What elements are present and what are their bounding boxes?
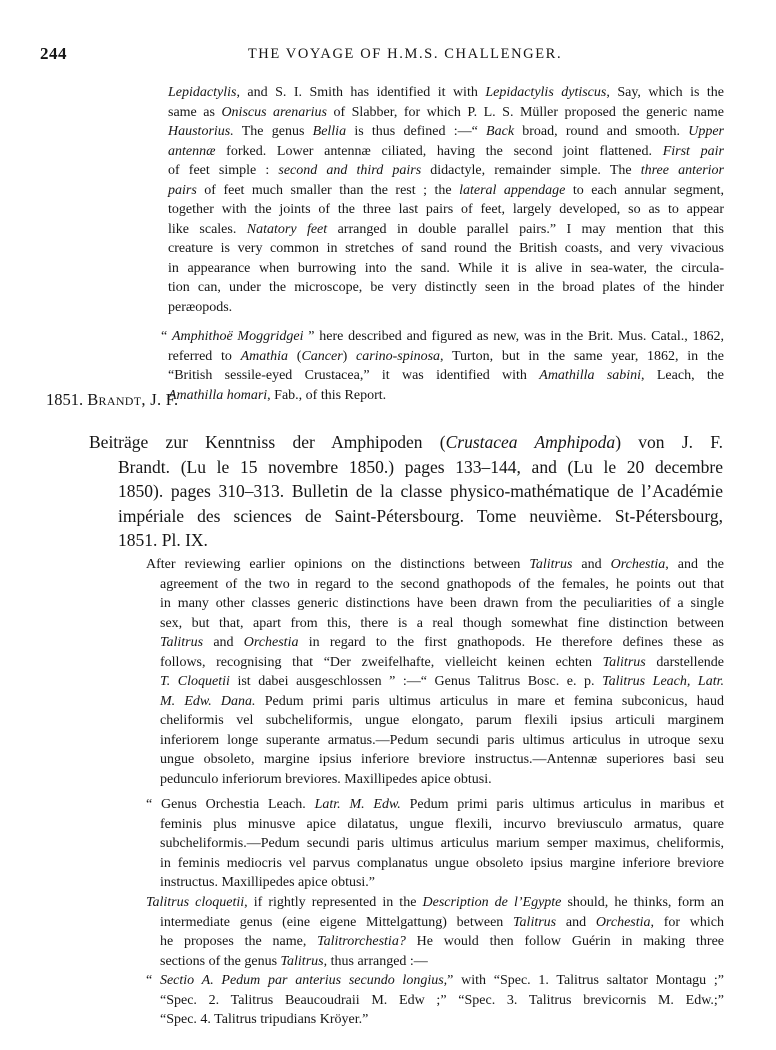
text-segment: together with the joints of the three last pairs of feet, largely developed, so as to appear bbox=[168, 202, 724, 217]
text-segment: arranged in double parallel pairs.” I may mention that this bbox=[327, 221, 724, 237]
italic-segment: Orchestia bbox=[243, 635, 299, 650]
text-line bbox=[168, 161, 724, 181]
text-line bbox=[146, 1010, 724, 1030]
text-segment: and bbox=[556, 914, 596, 930]
italic-segment: antennæ bbox=[168, 143, 216, 159]
italic-segment: three anterior bbox=[640, 163, 724, 178]
text-line bbox=[168, 142, 724, 162]
text-line bbox=[168, 83, 724, 103]
entry-author: Brandt, J. F. bbox=[87, 390, 179, 409]
italic-segment: Talitrus bbox=[160, 635, 204, 650]
italic-segment: First pair bbox=[662, 143, 724, 159]
italic-segment: Amathilla sabini bbox=[539, 368, 642, 383]
italic-segment: Talitrorchestia? bbox=[317, 934, 406, 949]
text-segment: ” here described and figured as new, was in the Brit. Mus. Catal., 1862, bbox=[303, 329, 724, 344]
text-line bbox=[146, 653, 724, 673]
text-line bbox=[146, 991, 724, 1011]
text-line bbox=[89, 479, 723, 504]
italic-segment: Talitrus bbox=[529, 557, 573, 572]
citation bbox=[89, 430, 723, 553]
text-segment: “Spec. 2. Talitrus Beaucoudraii M. Edw ;” “Spec. 3. Talitrus brevicornis M. Edw.;” bbox=[160, 992, 724, 1008]
text-segment: of feet much smaller than the rest ; the bbox=[196, 182, 460, 198]
text-line bbox=[146, 633, 724, 653]
text-line bbox=[168, 259, 724, 279]
italic-segment: Oniscus arenarius bbox=[221, 104, 327, 120]
text-segment: sections of the genus bbox=[160, 953, 281, 969]
text-segment: Beiträge zur Kenntniss der Amphipoden ( bbox=[89, 432, 446, 452]
text-line bbox=[161, 327, 724, 347]
text-segment: After reviewing earlier opinions on the distinctions between bbox=[146, 557, 530, 572]
text-segment: darstellende bbox=[645, 654, 724, 670]
text-segment: agreement of the two in regard to the second gnathopods of the females, he points out that bbox=[160, 576, 724, 592]
text-segment: feminis plus minusve apice dilatatus, ungue flexili, incurvo breviusculo armatus, quare bbox=[160, 816, 724, 832]
text-line bbox=[146, 692, 724, 712]
text-line bbox=[146, 854, 724, 874]
text-segment: tion can, under the microscope, be very distinctly seen in the broad plates of the hinder bbox=[168, 280, 724, 295]
text-segment: , Turton, but in the same year, 1862, in the bbox=[440, 348, 724, 364]
italic-segment: Talitrus cloquetii bbox=[146, 895, 245, 910]
text-segment: broad, round and smooth. bbox=[514, 124, 689, 139]
text-segment: Pedum primi paris ultimus articulus in mare et femina subconicus, haud bbox=[255, 693, 725, 709]
italic-segment: Description de l’Egypte bbox=[422, 895, 562, 910]
text-segment: referred to bbox=[168, 348, 241, 364]
text-line bbox=[89, 528, 723, 553]
text-line bbox=[168, 103, 724, 123]
text-segment: inferiorem longe superante armatus.—Pedum secundi paris ultimus articulus in utroque sexu bbox=[160, 732, 724, 748]
text-line bbox=[146, 594, 724, 614]
entry-year: 1851. bbox=[46, 390, 84, 409]
text-line bbox=[168, 122, 724, 142]
text-segment: didactyle, remainder simple. The bbox=[421, 163, 641, 178]
italic-segment: carino-spinosa bbox=[356, 348, 441, 364]
text-line bbox=[146, 750, 724, 770]
text-segment: subcheliformis.—Pedum secundi paris ultimus articulus marium semper maximus, cheliformis, bbox=[160, 836, 724, 851]
text-segment: creature is very common in stretches of sand round the British coasts, and very vivacious bbox=[168, 241, 724, 256]
text-segment: in appearance when burrowing into the sand. While it is alive in sea-water, the circula- bbox=[168, 260, 724, 276]
italic-segment: Orchestia bbox=[595, 914, 651, 930]
text-segment: , Leach, the bbox=[641, 368, 724, 383]
text-line bbox=[168, 239, 724, 259]
text-line bbox=[146, 971, 724, 991]
text-line bbox=[161, 366, 724, 386]
text-line bbox=[146, 834, 724, 854]
text-segment: and bbox=[572, 557, 611, 572]
text-segment: , and S. I. Smith has identified it with bbox=[236, 85, 486, 100]
italic-segment: pairs bbox=[168, 182, 197, 198]
italic-segment: T. Cloquetii bbox=[160, 674, 230, 689]
paragraph-talitrus-cloquetii bbox=[146, 893, 724, 971]
text-line bbox=[146, 893, 724, 913]
text-segment: pedunculo inferiorum breviores. Maxillipedes apice obtusi. bbox=[160, 771, 492, 787]
text-segment: intermediate genus (eine eigene Mittelgattung) between bbox=[160, 914, 514, 930]
text-segment: ) bbox=[342, 348, 357, 364]
text-segment: ) von J. F. bbox=[615, 432, 723, 452]
italic-segment: Lepidactylis dytiscus bbox=[485, 85, 607, 100]
text-segment: , Say, which is the bbox=[606, 85, 724, 100]
text-segment: in feminis mediocris vel parvus complanatus ungue obsoleto ipsius margine inferiore breviore bbox=[160, 855, 724, 871]
text-segment: follows, recognising that “Der zweifelhafte, vielleicht keinen echten bbox=[160, 654, 603, 670]
text-line bbox=[146, 614, 724, 634]
italic-segment: Amathilla homari bbox=[168, 387, 268, 403]
text-line bbox=[146, 952, 724, 972]
text-segment: , thus arranged :— bbox=[323, 953, 428, 969]
text-segment: 1851. Pl. IX. bbox=[118, 530, 208, 550]
paragraph-sections bbox=[146, 971, 724, 1030]
text-segment: is thus defined :—“ bbox=[346, 124, 487, 139]
text-line bbox=[146, 913, 724, 933]
text-segment: like scales. bbox=[168, 221, 247, 237]
text-segment: sex, but that, apart from this, there is a real though somewhat fine distinction between bbox=[160, 615, 724, 631]
text-line bbox=[146, 555, 724, 575]
text-line bbox=[89, 504, 723, 529]
running-title: THE VOYAGE OF H.M.S. CHALLENGER. bbox=[247, 46, 563, 62]
text-line bbox=[146, 873, 724, 893]
text-segment: in regard to the first gnathopods. He therefore defines these as bbox=[298, 635, 724, 650]
text-segment: , and the bbox=[665, 557, 725, 572]
text-segment: and bbox=[203, 635, 244, 650]
italic-segment: Natatory feet bbox=[246, 221, 328, 237]
text-segment: , Fab., of this Report. bbox=[267, 387, 387, 403]
text-segment: ” with “Spec. 1. Talitrus saltator Montagu ;” bbox=[447, 973, 724, 988]
italic-segment: Talitrus bbox=[602, 654, 646, 670]
text-segment: “British sessile-eyed Crustacea,” it was identified with bbox=[168, 368, 540, 383]
italic-segment: Talitrus bbox=[280, 953, 324, 969]
text-line bbox=[146, 795, 724, 815]
text-segment: ( bbox=[288, 348, 302, 364]
text-line bbox=[89, 430, 723, 455]
italic-segment: lateral appendage bbox=[459, 182, 566, 198]
text-segment: to each annular segment, bbox=[565, 182, 724, 198]
text-segment: peræopods. bbox=[168, 299, 233, 315]
text-line bbox=[146, 672, 724, 692]
italic-segment: Talitrus Leach, Latr. bbox=[602, 674, 724, 689]
text-line bbox=[168, 200, 724, 220]
text-segment: Pedum primi paris ultimus articulus in maribus et bbox=[400, 797, 724, 812]
italic-segment: M. Edw. Dana. bbox=[160, 693, 256, 709]
paragraph-amphithoe bbox=[161, 327, 724, 405]
text-segment: ungue obsoleto, margine ipsius inferiore breviore instructus.—Antennæ superiores basi seu bbox=[160, 752, 724, 767]
text-line bbox=[146, 815, 724, 835]
text-segment: Brandt. (Lu le 15 novembre 1850.) pages 133–144, and (Lu le 20 decembre bbox=[118, 456, 723, 477]
text-segment: “ Genus Orchestia Leach. bbox=[146, 797, 315, 812]
text-segment: “Spec. 4. Talitrus tripudians Kröyer.” bbox=[160, 1012, 369, 1027]
text-line bbox=[146, 575, 724, 595]
italic-segment: second and third pairs bbox=[278, 163, 422, 178]
text-line bbox=[168, 220, 724, 240]
italic-segment: Crustacea Amphipoda bbox=[445, 432, 616, 452]
text-segment: forked. Lower antennæ ciliated, having the second joint flattened. bbox=[215, 143, 663, 159]
text-segment: should, he thinks, form an bbox=[561, 895, 724, 910]
paragraph-reviewing bbox=[146, 555, 724, 789]
italic-segment: Cancer bbox=[301, 348, 343, 364]
text-line bbox=[161, 386, 724, 406]
italic-segment: Amphithoë Moggridgei bbox=[172, 329, 304, 344]
entry-heading bbox=[46, 390, 178, 410]
text-segment: The genus bbox=[233, 124, 313, 139]
italic-segment: Bellia bbox=[312, 124, 347, 139]
text-segment: “ bbox=[146, 973, 160, 988]
text-segment: ist dabei ausgeschlossen ” :—“ Genus Talitrus Bosc. e. p. bbox=[229, 674, 603, 689]
text-line bbox=[146, 932, 724, 952]
text-segment: same as bbox=[168, 104, 222, 120]
italic-segment: Haustorius. bbox=[168, 124, 234, 139]
italic-segment: Sectio A. Pedum par anterius secundo longius, bbox=[159, 973, 448, 988]
page-number: 244 bbox=[40, 44, 67, 63]
paragraph-lepidactylis bbox=[168, 83, 724, 317]
text-line bbox=[146, 770, 724, 790]
text-line bbox=[168, 298, 724, 318]
text-segment: of Slabber, for which P. L. S. Müller proposed the generic name bbox=[326, 104, 724, 120]
text-line bbox=[168, 278, 724, 298]
text-line bbox=[146, 711, 724, 731]
text-segment: He would then follow Guérin in making three bbox=[405, 934, 724, 949]
text-segment: 1850). pages 310–313. Bulletin de la classe physico-mathématique de l’Académie bbox=[118, 481, 723, 501]
text-line bbox=[168, 181, 724, 201]
text-line bbox=[161, 347, 724, 367]
italic-segment: Orchestia bbox=[610, 557, 666, 572]
text-line bbox=[146, 731, 724, 751]
paragraph-genus-orchestia bbox=[146, 795, 724, 893]
text-segment: he proposes the name, bbox=[160, 934, 318, 949]
text-segment: of feet simple : bbox=[168, 163, 279, 178]
text-segment: in many other classes generic distinctions have been drawn from the peculiarities of a single bbox=[160, 596, 724, 611]
italic-segment: Latr. M. Edw. bbox=[314, 797, 401, 812]
text-line bbox=[89, 455, 723, 480]
text-segment: instructus. Maxillipedes apice obtusi.” bbox=[160, 875, 376, 890]
text-segment: “ bbox=[161, 329, 172, 344]
italic-segment: Lepidactylis bbox=[168, 85, 237, 100]
text-segment: , if rightly represented in the bbox=[244, 895, 423, 910]
text-segment: impériale des sciences de Saint-Pétersbourg. Tome neuvième. St-Pétersbourg, bbox=[118, 505, 723, 526]
italic-segment: Talitrus bbox=[513, 914, 557, 930]
text-segment: , for which bbox=[650, 914, 725, 930]
italic-segment: Back bbox=[486, 124, 515, 139]
text-segment: cheliformis vel subcheliformis, ungue elongato, parum flexili ipsius articuli marginem bbox=[160, 713, 724, 728]
italic-segment: Upper bbox=[688, 124, 724, 139]
italic-segment: Amathia bbox=[240, 348, 289, 364]
